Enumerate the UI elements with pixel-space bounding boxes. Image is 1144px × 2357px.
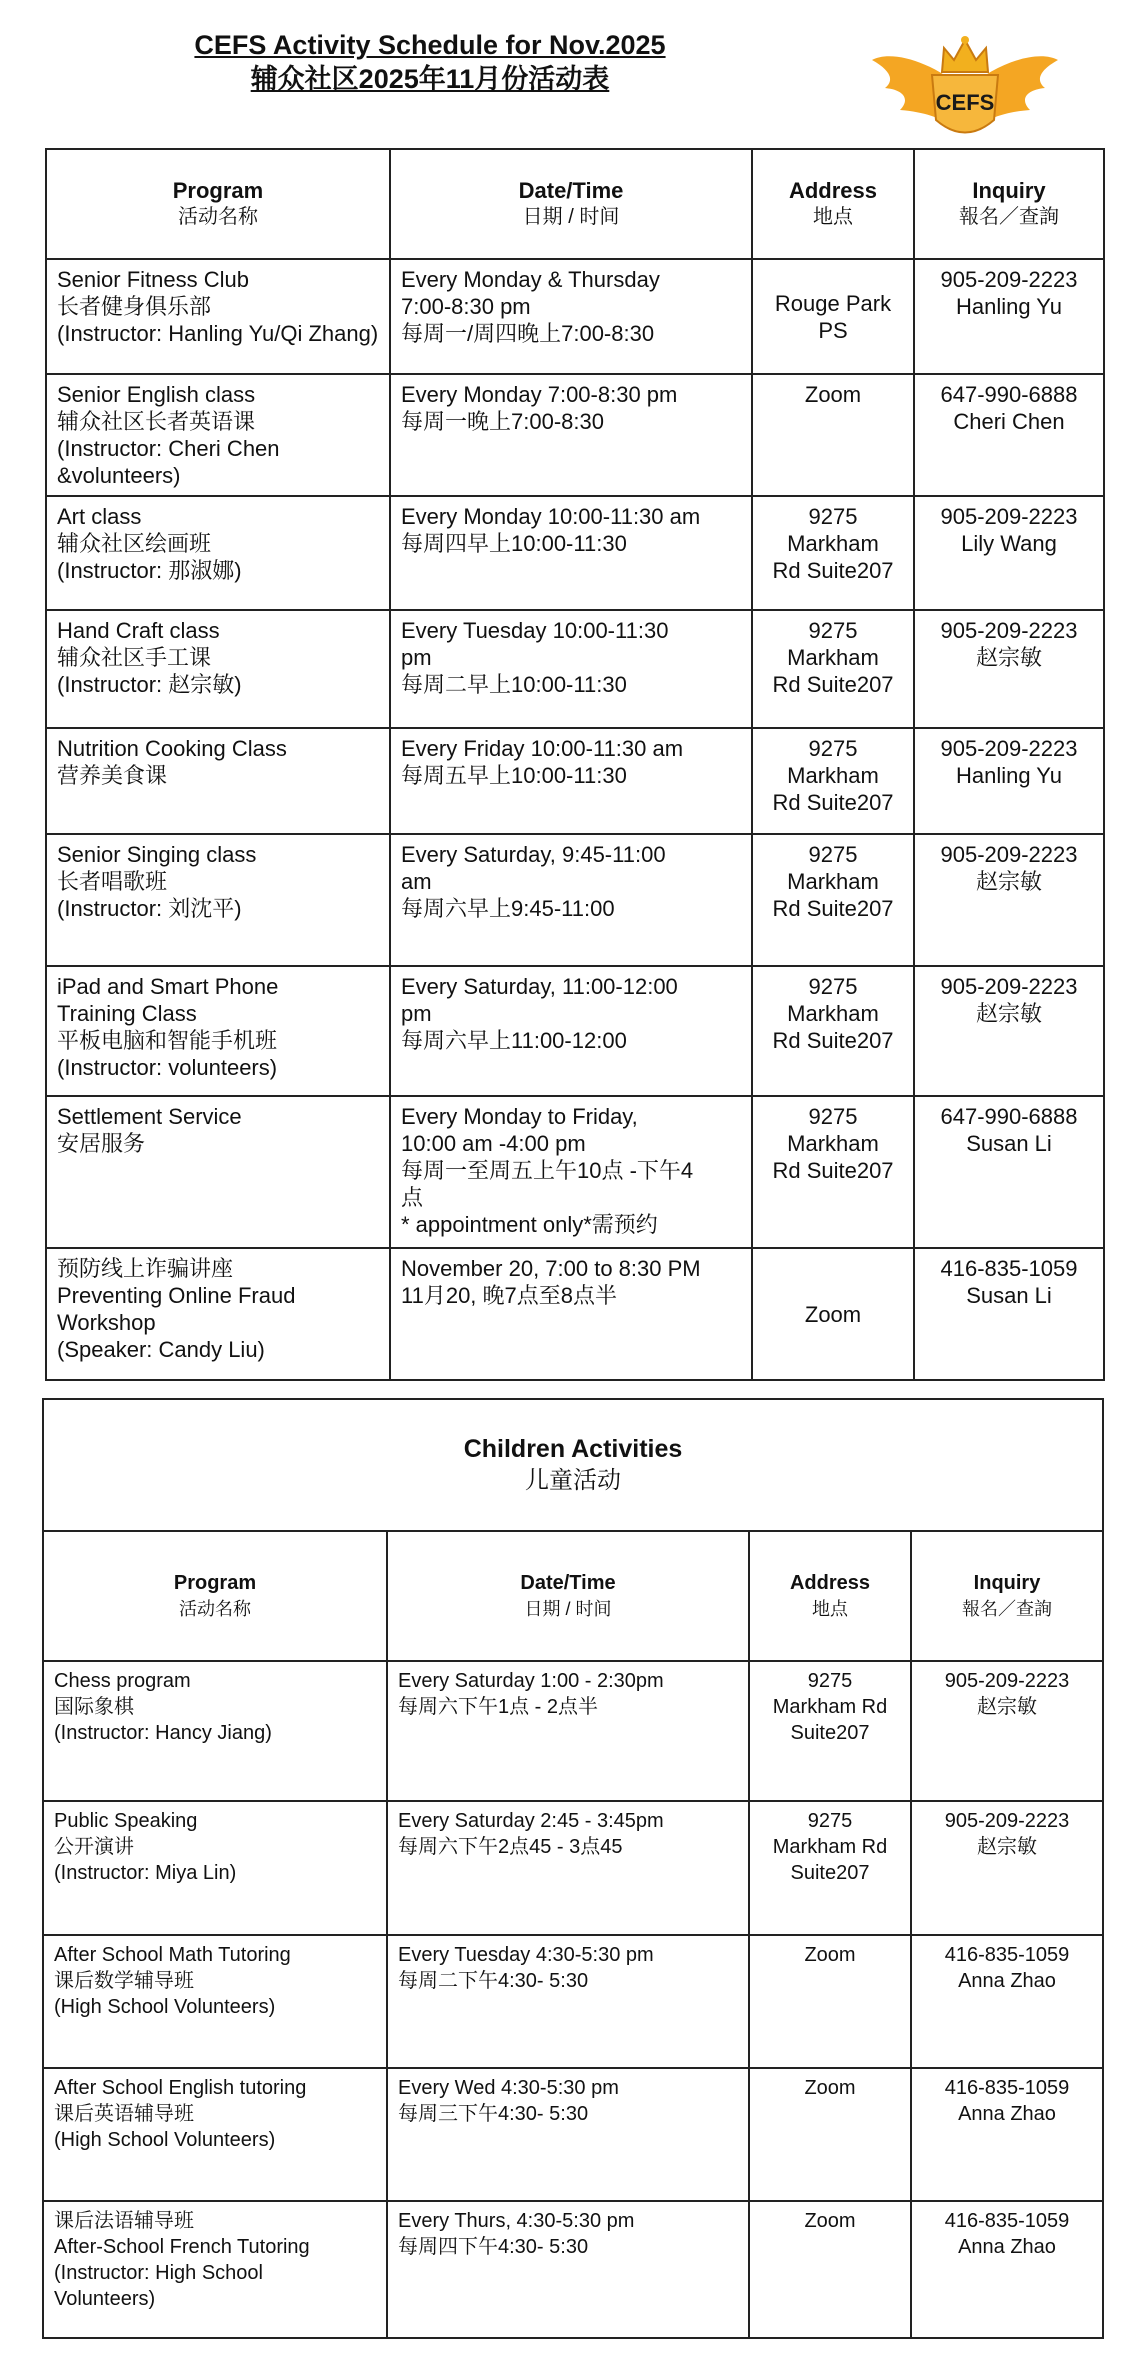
address-cell (752, 1096, 914, 1248)
inquiry-cell (911, 1801, 1103, 1935)
inquiry-cell-line: Cheri Chen (953, 409, 1065, 434)
inquiry-cell (911, 1935, 1103, 2068)
program-cell (46, 728, 390, 834)
datetime-cell-line: 7:00-8:30 pm (401, 294, 531, 319)
datetime-cell (390, 966, 752, 1096)
address-cell-line: Rd Suite207 (772, 672, 894, 697)
address-cell-line: PS (818, 317, 848, 343)
inquiry-cell-line: Anna Zhao (958, 1970, 1056, 1992)
column-header-program: Program 活动名称 (46, 149, 390, 259)
address-cell-line: Zoom (804, 382, 862, 407)
datetime-cell (390, 728, 752, 834)
inquiry-cell-line: 905-209-2223 (940, 267, 1078, 292)
kids-header-row (43, 1531, 1103, 1661)
inquiry-cell (911, 2068, 1103, 2201)
program-cell-line: (Instructor: 赵宗敏) (57, 672, 242, 697)
table-row (43, 1661, 1103, 1801)
address-cell-line: Rd Suite207 (772, 896, 894, 921)
inquiry-cell-line: 905-209-2223 (940, 736, 1078, 761)
program-cell (46, 374, 390, 496)
children-title-row (43, 1399, 1103, 1531)
program-cell (43, 1935, 387, 2068)
program-cell-line: iPad and Smart Phone (57, 974, 279, 999)
inquiry-cell (914, 1096, 1104, 1248)
program-cell-line: 辅众社区长者英语课 (57, 409, 256, 434)
datetime-cell-line: 每周二下午4:30- 5:30 (398, 1970, 589, 1992)
program-cell (43, 1661, 387, 1801)
datetime-cell-line: 11月20, 晚7点至8点半 (401, 1283, 618, 1308)
program-cell-line: After School English tutoring (54, 2077, 307, 2099)
program-cell-line: Senior Fitness Club (57, 267, 249, 292)
program-cell (46, 259, 390, 374)
datetime-cell-line: 每周六下午2点45 - 3点45 (398, 1836, 623, 1858)
address-cell-line: Rd Suite207 (772, 790, 894, 815)
datetime-cell-line: Every Saturday 2:45 - 3:45pm (398, 1810, 664, 1832)
program-cell-line: 营养美食课 (57, 763, 168, 788)
datetime-cell-line: 每周一/周四晚上7:00-8:30 (401, 321, 655, 346)
program-cell-line: &volunteers) (57, 463, 181, 488)
program-cell-line: Public Speaking (54, 1810, 198, 1832)
address-cell (752, 496, 914, 610)
column-header-program: Program 活动名称 (43, 1531, 387, 1661)
datetime-cell-line: 每周四下午4:30- 5:30 (398, 2236, 589, 2258)
datetime-cell-line: * appointment only*需预约 (401, 1212, 658, 1237)
address-cell-line: Rd Suite207 (772, 558, 894, 583)
address-cell-line: Suite207 (790, 1862, 870, 1884)
program-cell-line: 辅众社区绘画班 (57, 531, 212, 556)
program-cell-line: After-School French Tutoring (54, 2236, 310, 2258)
inquiry-cell (914, 496, 1104, 610)
children-title-chinese: 儿童活动 (525, 1467, 621, 1494)
address-cell-line: 9275 (808, 618, 858, 643)
program-cell (46, 610, 390, 728)
inquiry-cell (914, 610, 1104, 728)
program-cell-line: Training Class (57, 1001, 197, 1026)
address-cell (749, 2201, 911, 2338)
inquiry-cell (914, 834, 1104, 966)
address-cell-line: 9275 (808, 504, 858, 529)
table-row (43, 2068, 1103, 2201)
address-cell-line: Markham Rd (772, 1696, 888, 1718)
table-row (46, 259, 1104, 374)
inquiry-cell-line: 416-835-1059 (944, 2210, 1070, 2232)
program-cell-line: 辅众社区手工课 (57, 645, 212, 670)
program-cell-line: 课后英语辅导班 (54, 2103, 194, 2125)
datetime-cell-line: am (401, 869, 432, 894)
datetime-cell (390, 610, 752, 728)
program-cell-line: (Speaker: Candy Liu) (57, 1337, 265, 1362)
datetime-cell-line: 每周五早上10:00-11:30 (401, 763, 627, 788)
datetime-cell-line: Every Thurs, 4:30-5:30 pm (398, 2210, 635, 2232)
address-cell-line: Markham (787, 531, 879, 556)
address-cell-line: Markham (787, 1131, 879, 1156)
program-cell-line: 公开演讲 (54, 1836, 134, 1858)
address-cell-line: 9275 (808, 842, 858, 867)
program-cell-line: Hand Craft class (57, 618, 220, 643)
inquiry-cell-line: 赵宗敏 (977, 1836, 1037, 1858)
address-cell-line: 9275 (807, 1810, 853, 1832)
inquiry-cell-line: 赵宗敏 (977, 1696, 1037, 1718)
children-activities-table (42, 1398, 1104, 2339)
table-row (46, 1096, 1104, 1248)
program-cell-line: 平板电脑和智能手机班 (57, 1028, 278, 1053)
inquiry-cell (914, 1248, 1104, 1380)
inquiry-cell (914, 259, 1104, 374)
address-cell (749, 1935, 911, 2068)
program-cell (43, 2068, 387, 2201)
address-cell-line: 9275 (808, 1104, 858, 1129)
program-cell-line: (Instructor: High School (54, 2262, 263, 2284)
address-cell (752, 966, 914, 1096)
inquiry-cell-line: Anna Zhao (958, 2103, 1056, 2125)
inquiry-cell-line: Lily Wang (961, 531, 1057, 556)
datetime-cell-line: Every Monday 7:00-8:30 pm (401, 382, 678, 407)
address-cell (752, 374, 914, 496)
address-cell-line: Markham (787, 763, 879, 788)
inquiry-cell-line: 905-209-2223 (944, 1810, 1070, 1832)
datetime-cell-line: 每周六早上11:00-12:00 (401, 1028, 627, 1053)
program-cell-line: Art class (57, 504, 142, 529)
table-row (43, 1801, 1103, 1935)
address-cell (752, 728, 914, 834)
program-cell-line: Settlement Service (57, 1104, 242, 1129)
program-cell-line: (Instructor: volunteers) (57, 1055, 278, 1080)
program-cell-line: 课后数学辅导班 (54, 1970, 194, 1992)
address-cell (752, 610, 914, 728)
program-cell (43, 2201, 387, 2338)
inquiry-cell-line: 416-835-1059 (944, 1944, 1070, 1966)
datetime-cell-line: 每周四早上10:00-11:30 (401, 531, 627, 556)
column-header-address: Address 地点 (749, 1531, 911, 1661)
program-cell-line: Senior English class (57, 382, 256, 407)
inquiry-cell-line: 905-209-2223 (944, 1670, 1070, 1692)
inquiry-cell-line: 647-990-6888 (940, 382, 1078, 407)
program-cell-line: Workshop (57, 1310, 156, 1335)
datetime-cell-line: Every Saturday, 9:45-11:00 (401, 842, 666, 867)
program-cell-line: (High School Volunteers) (54, 1996, 276, 2018)
inquiry-cell-line: 赵宗敏 (975, 869, 1042, 894)
program-cell-line: (Instructor: Cheri Chen (57, 436, 280, 461)
program-cell-line: After School Math Tutoring (54, 1944, 291, 1966)
datetime-cell-line: November 20, 7:00 to 8:30 PM (401, 1256, 701, 1281)
column-header-datetime: Date/Time 日期 / 时间 (387, 1531, 749, 1661)
address-cell-line: Zoom (804, 2210, 856, 2232)
program-cell (46, 834, 390, 966)
column-header-datetime: Date/Time 日期 / 时间 (390, 149, 752, 259)
inquiry-cell (914, 728, 1104, 834)
program-cell-line: 课后法语辅导班 (54, 2210, 194, 2232)
datetime-cell-line: 每周三下午4:30- 5:30 (398, 2103, 589, 2125)
inquiry-cell-line: 905-209-2223 (940, 618, 1078, 643)
datetime-cell (387, 1661, 749, 1801)
datetime-cell (387, 2201, 749, 2338)
logo-text: CEFS (935, 90, 995, 115)
datetime-cell-line: Every Saturday, 11:00-12:00 (401, 974, 678, 999)
table-row (46, 966, 1104, 1096)
children-activities-title (43, 1399, 1103, 1531)
table-row (43, 2201, 1103, 2338)
address-cell-line: 9275 (808, 974, 858, 999)
datetime-cell (390, 834, 752, 966)
program-cell-line: Preventing Online Fraud (57, 1283, 296, 1308)
program-cell-line: 国际象棋 (54, 1696, 134, 1718)
inquiry-cell-line: 赵宗敏 (975, 645, 1042, 670)
datetime-cell (390, 1096, 752, 1248)
program-cell-line: Volunteers) (54, 2288, 156, 2310)
program-cell-line: (Instructor: 那淑娜) (57, 558, 242, 583)
table-row (46, 834, 1104, 966)
table-row (46, 496, 1104, 610)
address-cell-line: 9275 (808, 736, 858, 761)
datetime-cell-line: 每周一晚上7:00-8:30 (401, 409, 604, 434)
address-cell-line: Suite207 (790, 1722, 870, 1744)
inquiry-cell-line: 赵宗敏 (975, 1001, 1042, 1026)
program-cell-line: Senior Singing class (57, 842, 257, 867)
inquiry-cell-line: 905-209-2223 (940, 842, 1078, 867)
table-row (46, 374, 1104, 496)
inquiry-cell-line: 647-990-6888 (940, 1104, 1078, 1129)
column-header-address: Address 地点 (752, 149, 914, 259)
datetime-cell-line: 每周一至周五上午10点 -下午4 (401, 1158, 694, 1183)
address-cell (752, 834, 914, 966)
inquiry-cell (914, 966, 1104, 1096)
program-cell-line: (Instructor: Miya Lin) (54, 1862, 237, 1884)
column-header-inquiry: Inquiry 報名／查詢 (914, 149, 1104, 259)
program-cell-line: (High School Volunteers) (54, 2129, 276, 2151)
program-cell-line: (Instructor: Hanling Yu/Qi Zhang) (57, 321, 379, 346)
address-cell-line: Markham (787, 645, 879, 670)
inquiry-cell (914, 374, 1104, 496)
cefs-logo (870, 30, 1060, 150)
datetime-cell (390, 259, 752, 374)
children-title-english: Children Activities (463, 1435, 683, 1463)
datetime-cell (390, 496, 752, 610)
program-cell-line: (Instructor: Hancy Jiang) (54, 1722, 272, 1744)
datetime-cell (387, 2068, 749, 2201)
program-cell-line: Nutrition Cooking Class (57, 736, 287, 761)
address-cell-line: Zoom (804, 1301, 862, 1327)
datetime-cell (390, 374, 752, 496)
inquiry-cell-line: Susan Li (966, 1131, 1052, 1156)
table-row (46, 1248, 1104, 1380)
page-title (150, 28, 710, 96)
table-row (46, 610, 1104, 728)
datetime-cell-line: 每周二早上10:00-11:30 (401, 672, 627, 697)
title-chinese: 辅众社区2025年11月份活动表 (250, 64, 610, 94)
datetime-cell-line: Every Monday & Thursday (401, 267, 660, 292)
inquiry-cell-line: Susan Li (966, 1283, 1052, 1308)
program-cell (46, 1248, 390, 1380)
inquiry-cell (911, 2201, 1103, 2338)
datetime-cell (390, 1248, 752, 1380)
adult-schedule-table (45, 148, 1105, 1381)
address-cell-line: Rd Suite207 (772, 1028, 894, 1053)
address-cell-line: Markham (787, 1001, 879, 1026)
address-cell-line: Markham (787, 869, 879, 894)
address-cell (752, 259, 914, 374)
datetime-cell-line: Every Saturday 1:00 - 2:30pm (398, 1670, 664, 1692)
program-cell-line: 长者健身俱乐部 (57, 294, 212, 319)
program-cell-line: 预防线上诈骗讲座 (57, 1256, 234, 1281)
inquiry-cell-line: 905-209-2223 (940, 504, 1078, 529)
datetime-cell-line: Every Tuesday 10:00-11:30 (401, 618, 669, 643)
inquiry-cell (911, 1661, 1103, 1801)
adult-header-row (46, 149, 1104, 259)
program-cell-line: Chess program (54, 1670, 191, 1692)
datetime-cell-line: pm (401, 1001, 432, 1026)
inquiry-cell-line: Anna Zhao (958, 2236, 1056, 2258)
address-cell-line: Zoom (804, 2077, 856, 2099)
datetime-cell-line: 每周六早上9:45-11:00 (401, 896, 615, 921)
program-cell-line: (Instructor: 刘沈平) (57, 896, 242, 921)
datetime-cell-line: pm (401, 645, 432, 670)
inquiry-cell-line: 416-835-1059 (944, 2077, 1070, 2099)
column-header-inquiry: Inquiry 報名／查詢 (911, 1531, 1103, 1661)
address-cell (749, 1661, 911, 1801)
program-cell (46, 496, 390, 610)
address-cell (749, 2068, 911, 2201)
datetime-cell-line: Every Monday to Friday, (401, 1104, 638, 1129)
datetime-cell-line: Every Monday 10:00-11:30 am (401, 504, 701, 529)
inquiry-cell-line: 905-209-2223 (940, 974, 1078, 999)
datetime-cell-line: 10:00 am -4:00 pm (401, 1131, 586, 1156)
program-cell (43, 1801, 387, 1935)
address-cell (749, 1801, 911, 1935)
datetime-cell-line: Every Tuesday 4:30-5:30 pm (398, 1944, 654, 1966)
inquiry-cell-line: 416-835-1059 (940, 1256, 1078, 1281)
datetime-cell (387, 1935, 749, 2068)
table-row (46, 728, 1104, 834)
datetime-cell-line: Every Friday 10:00-11:30 am (401, 736, 684, 761)
datetime-cell-line: Every Wed 4:30-5:30 pm (398, 2077, 619, 2099)
program-cell (46, 1096, 390, 1248)
inquiry-cell-line: Hanling Yu (955, 294, 1062, 319)
address-cell-line: 9275 (807, 1670, 853, 1692)
title-english: CEFS Activity Schedule for Nov.2025 (194, 30, 666, 60)
program-cell (46, 966, 390, 1096)
address-cell-line: Rd Suite207 (772, 1158, 894, 1183)
address-cell-line: Markham Rd (772, 1836, 888, 1858)
address-cell-line: Zoom (804, 1944, 856, 1966)
program-cell-line: 长者唱歌班 (57, 869, 168, 894)
inquiry-cell-line: Hanling Yu (955, 763, 1062, 788)
table-row (43, 1935, 1103, 2068)
address-cell-line: Rouge Park (774, 290, 892, 316)
program-cell-line: 安居服务 (57, 1131, 146, 1156)
datetime-cell-line: 每周六下午1点 - 2点半 (398, 1696, 599, 1718)
datetime-cell-line: 点 (401, 1185, 424, 1210)
address-cell (752, 1248, 914, 1380)
datetime-cell (387, 1801, 749, 1935)
